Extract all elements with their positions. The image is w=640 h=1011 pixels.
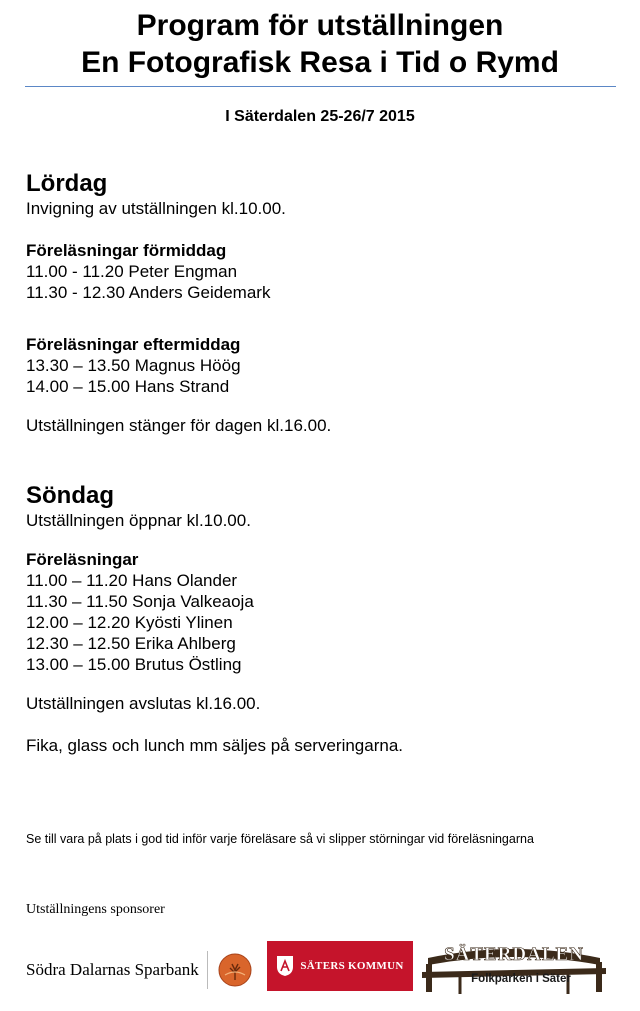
food-info: Fika, glass och lunch mm säljes på serveringarna.	[26, 736, 403, 755]
saturday-morning-heading: Föreläsningar förmiddag	[26, 241, 227, 260]
kommun-name: SÄTERS KOMMUN	[300, 960, 404, 972]
saturday-afternoon-heading: Föreläsningar eftermiddag	[26, 335, 241, 354]
lecture-item: 13.30 – 13.50 Magnus Höög	[26, 356, 241, 375]
sunday-closing: Utställningen avslutas kl.16.00.	[26, 694, 261, 713]
title-divider	[25, 86, 616, 87]
event-subtitle: I Säterdalen 25-26/7 2015	[225, 108, 415, 125]
sunday-heading: Söndag	[26, 482, 114, 509]
lecture-item: 11.00 – 11.20 Hans Olander	[26, 571, 238, 590]
saturday-heading: Lördag	[26, 170, 108, 197]
saterdalen-subtitle: Folkparken i Säter	[471, 973, 571, 985]
sponsors-heading: Utställningens sponsorer	[26, 902, 165, 917]
food-block	[26, 735, 403, 756]
sparbank-name: Södra Dalarnas Sparbank	[26, 960, 199, 979]
sunday-lectures-heading: Föreläsningar	[26, 550, 139, 569]
crest-icon	[276, 955, 294, 977]
saturday-section	[26, 170, 286, 219]
sunday-closing-block	[26, 693, 260, 714]
saters-kommun-logo	[267, 941, 413, 991]
punctuality-note: Se till vara på plats i god tid inför varje föreläsare så vi slipper störningar vid föreläsningarna	[26, 832, 534, 846]
saturday-opening: Invigning av utställningen kl.10.00.	[26, 199, 286, 218]
page-title-line-2: En Fotografisk Resa i Tid o Rymd	[81, 46, 559, 79]
sparbank-logo	[26, 952, 252, 988]
sunday-section	[26, 482, 251, 531]
saterdalen-title: SÄTERDALEN	[444, 944, 584, 965]
tree-icon	[218, 953, 252, 987]
sunday-opening: Utställningen öppnar kl.10.00.	[26, 511, 251, 530]
lecture-item: 11.00 - 11.20 Peter Engman	[26, 262, 238, 281]
lecture-item: 13.00 – 15.00 Brutus Östling	[26, 655, 242, 674]
lecture-item: 14.00 – 15.00 Hans Strand	[26, 377, 230, 396]
saturday-closing-block	[26, 415, 331, 436]
lecture-item: 12.30 – 12.50 Erika Ahlberg	[26, 634, 236, 653]
saterdalen-logo	[420, 938, 608, 996]
sunday-lectures	[26, 549, 254, 675]
saturday-closing: Utställningen stänger för dagen kl.16.00.	[26, 416, 332, 435]
lecture-item: 11.30 - 12.30 Anders Geidemark	[26, 283, 271, 302]
saturday-morning	[26, 240, 270, 303]
logo-divider	[207, 951, 208, 989]
page-title-line-1: Program för utställningen	[136, 9, 504, 42]
saturday-afternoon	[26, 334, 241, 397]
lecture-item: 12.00 – 12.20 Kyösti Ylinen	[26, 613, 233, 632]
lecture-item: 11.30 – 11.50 Sonja Valkeaoja	[26, 592, 254, 611]
